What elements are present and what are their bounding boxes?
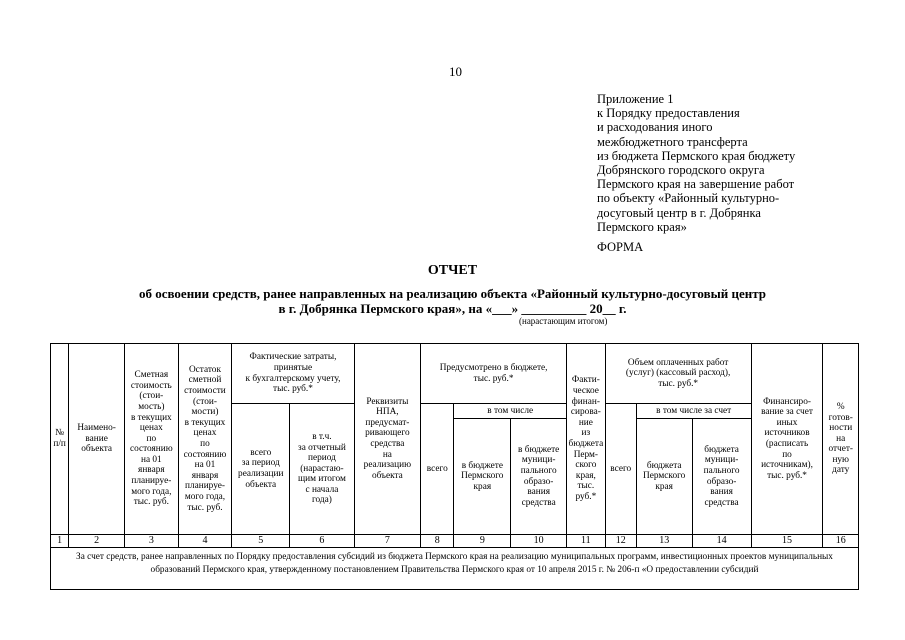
header-paid-works: Объем оплаченных работ (услуг) (кассовый расход), тыс. руб.* — [605, 344, 751, 404]
header-budget-provided: Предусмотрено в бюджете, тыс. руб.* — [421, 344, 567, 404]
document-subtitle — [0, 286, 905, 316]
appendix-line: по объекту «Районный культурно- — [597, 191, 780, 206]
header-budget-total: всего — [421, 404, 454, 535]
column-number: 14 — [692, 535, 751, 548]
column-number: 16 — [823, 535, 859, 548]
header-paid-municipal: бюджета муници- пального образо- вания средства — [692, 419, 751, 535]
report-table — [50, 343, 859, 590]
header-row-number: № п/п — [51, 344, 69, 535]
header-budget-region: в бюджете Пермского края — [454, 419, 511, 535]
appendix-line: Добрянского городского округа — [597, 163, 765, 178]
header-npa-details: Реквизиты НПА, предусмат- ривающего средства на реализацию объекта — [354, 344, 421, 535]
appendix-line: к Порядку предоставления — [597, 106, 740, 121]
column-number: 5 — [232, 535, 290, 548]
appendix-line: Пермского края» — [597, 219, 687, 234]
column-number: 9 — [454, 535, 511, 548]
form-label: ФОРМА — [597, 240, 644, 254]
appendix-line: межбюджетного трансферта — [597, 134, 748, 149]
column-number: 8 — [421, 535, 454, 548]
column-number: 1 — [51, 535, 69, 548]
header-paid-total: всего — [605, 404, 636, 535]
column-number: 13 — [636, 535, 692, 548]
appendix-line: и расходования иного — [597, 120, 713, 135]
header-actual-costs: Фактические затраты, принятые к бухгалтерскому учету, тыс. руб.* — [232, 344, 354, 404]
appendix-line: Приложение 1 — [597, 92, 674, 106]
header-other-sources: Финансиро- вание за счет иных источников (расписать по источникам), тыс. руб.* — [751, 344, 823, 535]
subtitle-line: в г. Добрянка Пермского края», на «___» __________ 20__ г. — [278, 301, 627, 316]
header-budget-municipal: в бюджете муници- пального образо- вания средства — [511, 419, 567, 535]
appendix-line: из бюджета Пермского края бюджету — [597, 148, 796, 163]
header-costs-period: в т.ч. за отчетный период (нарастаю- щим итогом с начала года) — [290, 404, 354, 535]
subtitle-line: об освоении средств, ранее направленных на реализацию объекта «Районный культурно-досуговый центр — [138, 286, 767, 301]
appendix-line: Пермского края на завершение работ — [597, 177, 795, 192]
appendix-line: досуговый центр в г. Добрянка — [597, 205, 761, 220]
document-title: ОТЧЕТ — [427, 263, 478, 278]
appendix-block — [597, 92, 897, 234]
header-actual-financing: Факти- ческое финан- сирова- ние из бюджета Перм- ского края, тыс. руб.* — [567, 344, 606, 535]
header-budget-including: в том числе — [454, 404, 567, 419]
header-paid-including: в том числе за счет — [636, 404, 751, 419]
cumulative-note: (нарастающим итогом) — [519, 316, 608, 326]
header-object-name: Наимено- вание объекта — [69, 344, 125, 535]
column-number: 12 — [605, 535, 636, 548]
column-number: 4 — [178, 535, 232, 548]
column-number: 11 — [567, 535, 606, 548]
header-costs-total: всего за период реализации объекта — [232, 404, 290, 535]
column-number: 7 — [354, 535, 421, 548]
header-paid-region: бюджета Пермского края — [636, 419, 692, 535]
column-number: 6 — [290, 535, 354, 548]
page-number: 10 — [449, 64, 462, 79]
funding-note-row: За счет средств, ранее направленных по Порядку предоставления субсидий из бюджета Пермского края на реализацию муниципальных программ, инвестиционных проектов муниципальных образований Пермского края, утвержденному постановлением Правительства Пермского края от 10 апреля 2015 г. № 206-п «О предоставлении субсидий — [51, 548, 859, 590]
column-number: 2 — [69, 535, 125, 548]
header-estimated-cost: Сметная стоимость (стои- мость) в текущих ценах по состоянию на 01 января планируе- мого года, тыс. руб. — [125, 344, 179, 535]
column-number: 10 — [511, 535, 567, 548]
column-number: 15 — [751, 535, 823, 548]
header-remaining-cost: Остаток сметной стоимости (стои- мости) в текущих ценах по состоянию на 01 января планируе- мого года, тыс. руб. — [178, 344, 232, 535]
header-readiness-percent: % готов- ности на отчет- ную дату — [823, 344, 859, 535]
column-number: 3 — [125, 535, 179, 548]
